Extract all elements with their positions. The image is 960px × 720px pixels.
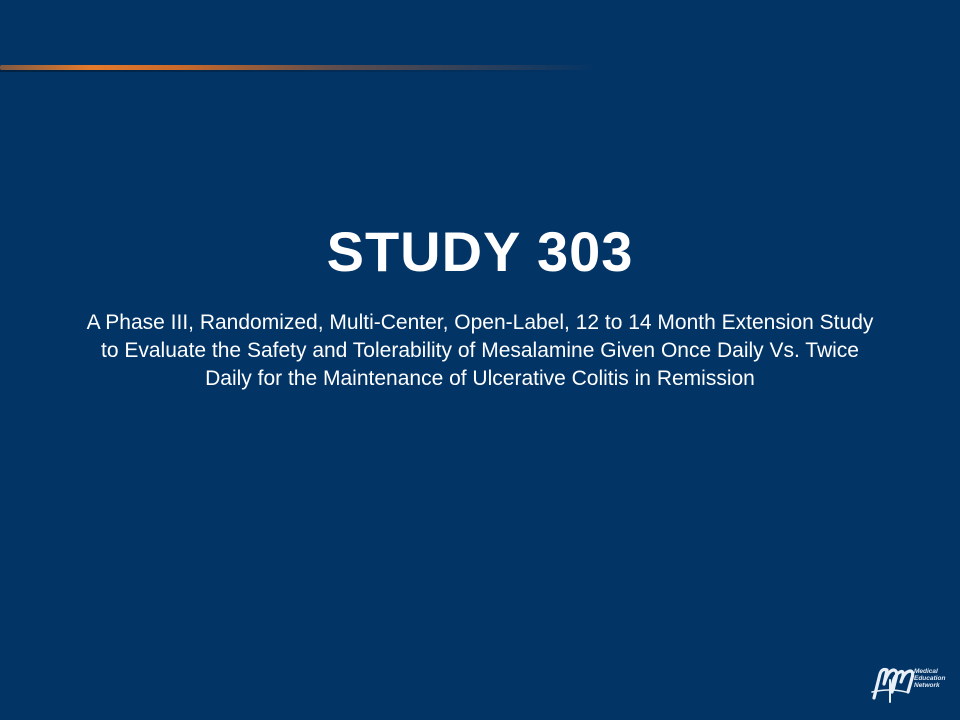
slide-title: STUDY 303 <box>326 220 634 283</box>
medical-education-network-logo <box>870 660 950 708</box>
mem-logo-icon <box>870 662 916 704</box>
logo-text-line: Education <box>914 675 946 682</box>
slide-subtitle: A Phase III, Randomized, Multi-Center, Open-Label, 12 to 14 Month Extension Study to Evaluate the Safety and Tolerability of Mesalamine Given Once Daily Vs. Twice Daily for the Maintenance of Ulcerative Colitis in Remission <box>86 311 874 390</box>
logo-text <box>914 668 945 689</box>
logo-text-line: Medical <box>914 668 938 675</box>
accent-divider-line <box>0 65 600 70</box>
logo-text-line: Network <box>914 682 940 689</box>
